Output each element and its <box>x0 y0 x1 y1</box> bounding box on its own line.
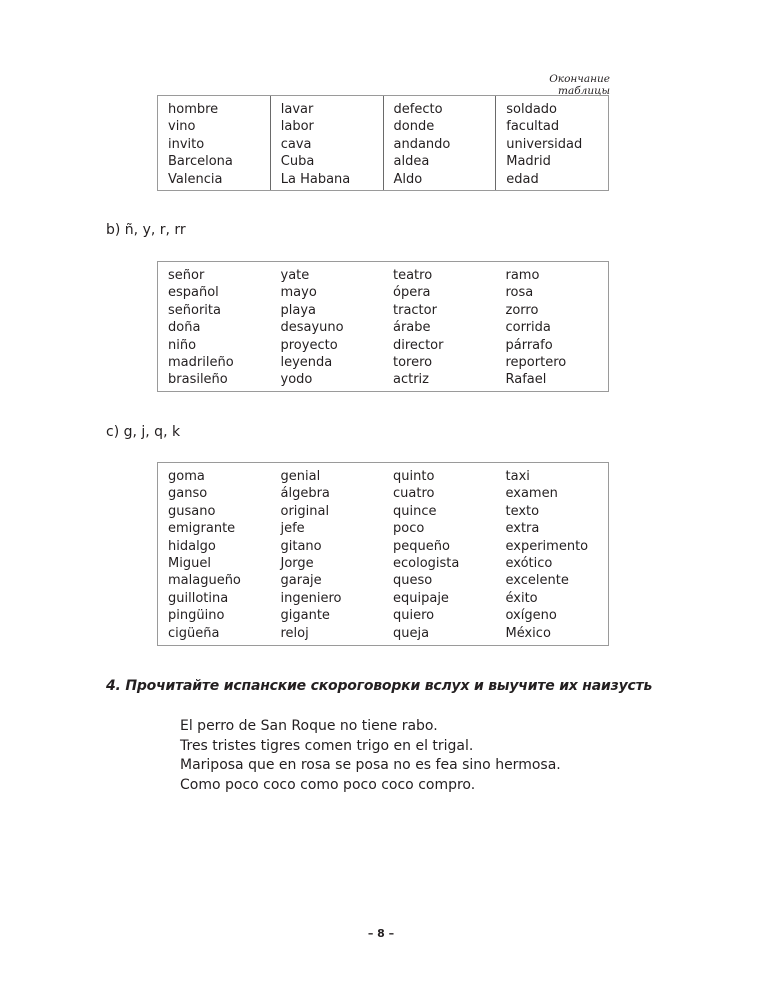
table-cell: niño <box>168 337 197 353</box>
table-cell: gitano <box>280 538 322 554</box>
tongue-twister-line: El perro de San Roque no tiene rabo. <box>180 718 438 734</box>
page-number: – 8 – <box>367 927 395 940</box>
table-cell: reloj <box>280 625 309 641</box>
table-cell: La Habana <box>280 171 351 187</box>
table-column <box>383 262 496 391</box>
table-cell: Jorge <box>280 556 314 572</box>
table-cell: goma <box>168 469 205 484</box>
table-cell: andando <box>393 136 451 152</box>
table-cell: malagueño <box>168 573 241 589</box>
table-cell: doña <box>168 320 201 336</box>
table-cell: mayo <box>280 285 317 301</box>
table-column <box>158 262 271 391</box>
table-cell: reportero <box>505 355 567 371</box>
table-cell: ingeniero <box>280 590 342 606</box>
table-cell: oxígeno <box>505 608 557 624</box>
table-cell: quiero <box>393 608 435 624</box>
table-cell: hombre <box>168 102 219 117</box>
table-cell: labor <box>280 119 314 135</box>
table-cell: Aldo <box>393 171 423 187</box>
table-cell: cava <box>280 136 312 152</box>
table-cell: playa <box>280 302 316 318</box>
word-table-c <box>157 462 609 646</box>
word-table-b <box>157 261 609 392</box>
table-cell: ópera <box>393 285 431 301</box>
table-cell: brasileño <box>168 372 228 388</box>
table-cell: Barcelona <box>168 154 233 170</box>
table-cell: hidalgo <box>168 538 216 554</box>
table-cell: gusano <box>168 503 216 519</box>
table-cell: teatro <box>393 268 433 283</box>
table-column <box>271 463 384 645</box>
table-cell: texto <box>505 503 540 519</box>
table-cell: genial <box>280 469 321 484</box>
table-column <box>496 463 609 645</box>
table-column <box>496 262 609 391</box>
tongue-twister-line: Tres tristes tigres comen trigo en el trigal. <box>180 737 474 754</box>
table-cell: soldado <box>506 102 558 117</box>
table-cell: señorita <box>168 302 221 318</box>
table-cell: zorro <box>505 302 539 318</box>
table-cell: español <box>168 285 219 301</box>
table-cell: actriz <box>393 372 429 388</box>
table-cell: jefe <box>280 521 305 537</box>
table-column <box>383 463 496 645</box>
table-cell: facultad <box>506 119 560 135</box>
table-cell: poco <box>393 521 425 537</box>
table-cell: Valencia <box>168 171 223 187</box>
table-cell: gigante <box>280 608 330 624</box>
table-column <box>158 96 270 190</box>
table-cell: donde <box>393 119 435 135</box>
table-cell: extra <box>505 521 540 537</box>
table-cell: quinto <box>393 469 435 484</box>
table-cell: Madrid <box>506 154 551 170</box>
table-cell: taxi <box>505 469 530 484</box>
table-cell: yodo <box>280 372 313 388</box>
table-cell: proyecto <box>280 337 338 353</box>
table-cell: pingüino <box>168 608 225 624</box>
table-cell: director <box>393 337 444 353</box>
table-cell: equipaje <box>393 590 449 606</box>
table-cell: excelente <box>505 573 569 589</box>
table-column <box>495 96 608 190</box>
table-cell: Miguel <box>168 556 211 572</box>
table-cell: examen <box>505 486 558 502</box>
table-cell: desayuno <box>280 320 344 336</box>
table-cell: original <box>280 503 330 519</box>
table-column <box>270 96 383 190</box>
table-cell: tractor <box>393 302 437 318</box>
table-cell: madrileño <box>168 355 234 371</box>
table-cell: ecologista <box>393 556 460 572</box>
table-cell: guillotina <box>168 590 229 606</box>
table-cell: Cuba <box>280 154 315 170</box>
table-cell: cuatro <box>393 486 435 502</box>
table-cell: álgebra <box>280 486 330 502</box>
table-cell: exótico <box>505 556 553 572</box>
table-cell: ramo <box>505 268 540 283</box>
table-continuation-caption: Окончание таблицы <box>549 73 610 97</box>
table-cell: éxito <box>505 590 538 606</box>
table-cell: pequeño <box>393 538 450 554</box>
table-cell: párrafo <box>505 337 553 353</box>
word-table-a <box>157 95 609 191</box>
table-cell: garaje <box>280 573 322 589</box>
table-cell: edad <box>506 171 539 187</box>
table-cell: emigrante <box>168 521 236 537</box>
tongue-twister-line: Mariposa que en rosa se posa no es fea sino hermosa. <box>180 757 561 773</box>
table-cell: señor <box>168 268 205 283</box>
table-cell: quince <box>393 503 437 519</box>
table-cell: queja <box>393 625 430 641</box>
table-cell: corrida <box>505 320 551 336</box>
table-cell: queso <box>393 573 433 589</box>
table-cell: vino <box>168 119 196 135</box>
table-cell: universidad <box>506 136 583 152</box>
section-label-b: b) ñ, y, r, rr <box>106 222 186 238</box>
table-column <box>271 262 384 391</box>
section-label-c: c) g, j, q, k <box>106 424 181 440</box>
table-cell: rosa <box>505 285 534 301</box>
table-cell: torero <box>393 355 433 371</box>
table-column <box>383 96 496 190</box>
table-cell: defecto <box>393 102 443 117</box>
table-cell: cigüeña <box>168 625 220 641</box>
table-cell: yate <box>280 268 310 283</box>
table-column <box>158 463 271 645</box>
tongue-twister-line: Como poco coco como poco coco compro. <box>180 776 476 793</box>
table-cell: experimento <box>505 538 589 554</box>
table-cell: aldea <box>393 154 430 170</box>
tongue-twisters <box>180 717 561 795</box>
table-cell: Rafael <box>505 372 547 388</box>
exercise-4-title: 4. Прочитайте испанские скороговорки вслух и выучите их наизусть <box>106 678 653 694</box>
table-cell: lavar <box>280 102 314 117</box>
table-cell: árabe <box>393 320 431 336</box>
table-cell: México <box>505 625 551 641</box>
table-cell: ganso <box>168 486 208 502</box>
table-cell: leyenda <box>280 355 333 371</box>
table-cell: invito <box>168 136 205 152</box>
